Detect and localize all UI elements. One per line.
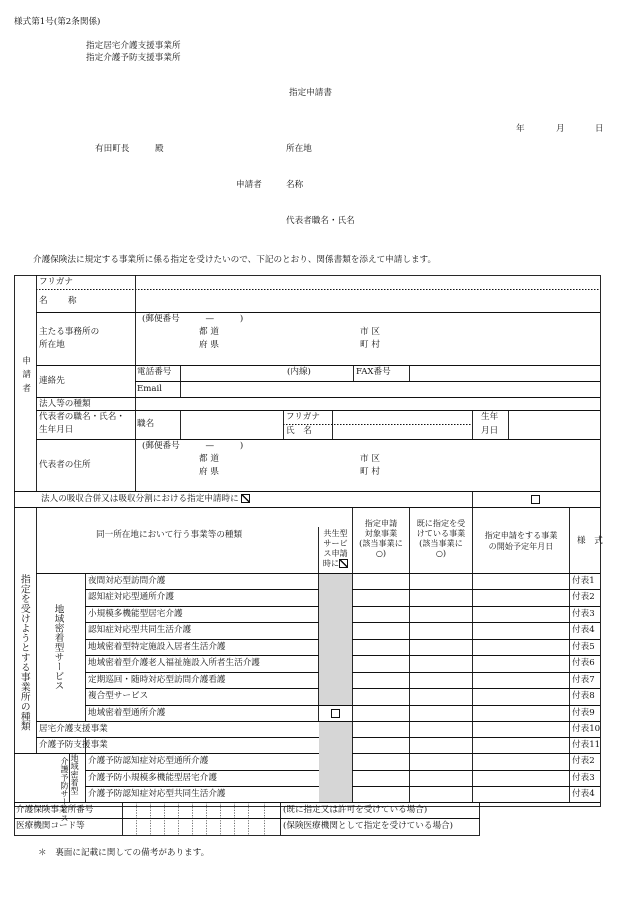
rep-address-label: 代表者の住所 xyxy=(39,460,91,470)
kyosei-shaded-column xyxy=(319,574,352,705)
office-choson: 町 村 xyxy=(360,340,380,350)
location-label: 所在地 xyxy=(286,144,312,154)
office-fuken: 府 県 xyxy=(199,340,219,350)
shokumei-label: 職名 xyxy=(137,419,155,429)
header-start-date xyxy=(472,530,570,551)
applicant-label: 申請者 xyxy=(236,180,262,190)
fax-label: FAX番号 xyxy=(356,367,391,377)
merger-right-checkbox[interactable] xyxy=(531,495,540,504)
header-kyosei-line1: 共生型 xyxy=(323,528,348,538)
addressee-line2: 指定介護予防支援事業所 xyxy=(86,53,181,63)
kyotaku-row-name: 居宅介護支援事業 xyxy=(39,724,108,734)
furigana-label: フリガナ xyxy=(39,277,73,287)
remark-text: ＊ 裏面に記載に関しての備考があります。 xyxy=(38,848,210,858)
service-row-form: 付表7 xyxy=(572,675,595,685)
service-row-form: 付表3 xyxy=(572,609,595,619)
service-row-name: 定期巡回・随時対応型訪問介護看護 xyxy=(88,675,226,685)
representative-label: 代表者職名・氏名 xyxy=(286,216,355,226)
header-existing-line3: (該当事業に xyxy=(419,537,463,548)
date-day: 日 xyxy=(595,124,604,134)
merger-label xyxy=(41,494,250,505)
header-kyosei xyxy=(318,529,353,568)
header-target-line3: (該当事業に xyxy=(359,537,403,548)
header-existing xyxy=(409,519,473,558)
service-row-form: 付表6 xyxy=(572,658,595,668)
header-service-type: 同一所在地において行う事業等の種類 xyxy=(96,530,243,540)
office-postal: (郵便番号 — ) xyxy=(142,314,244,324)
header-kyosei-line3: ス申請 xyxy=(323,547,348,558)
rep-choson: 町 村 xyxy=(360,467,380,477)
prevention-row-name: 介護予防認知症対応型共同生活介護 xyxy=(88,789,226,799)
rep-shiku: 市 区 xyxy=(360,454,380,464)
kyosei-header-checkbox[interactable] xyxy=(339,559,348,568)
birth-label-a: 生年 xyxy=(481,412,499,422)
rep-label-2: 生年月日 xyxy=(39,425,74,435)
kyosei-checkbox-tsusho[interactable] xyxy=(331,709,340,718)
service-row-form: 付表5 xyxy=(572,642,595,652)
header-kyosei-line4-text: 時に xyxy=(322,557,340,568)
rep-furigana-label: フリガナ xyxy=(286,412,320,422)
prevention-row-form: 付表3 xyxy=(572,773,595,783)
yobo-row-form: 付表11 xyxy=(572,740,601,750)
header-target-line2: 対象事業 xyxy=(364,527,398,538)
prevention-community-label: 地域密着型 xyxy=(70,754,81,795)
kyotaku-row-form: 付表10 xyxy=(572,724,601,734)
mayor-label: 有田町長 xyxy=(95,144,130,154)
form-number: 様式第1号(第2条関係) xyxy=(14,17,101,27)
service-row-form: 付表4 xyxy=(572,625,595,635)
intro-text: 介護保険法に規定する事業所に係る指定を受けたいので、下記のとおり、関係書類を添えて申請します。 xyxy=(33,255,437,265)
rep-postal: (郵便番号 — ) xyxy=(142,441,244,451)
service-row-form: 付表9 xyxy=(572,708,595,718)
medical-code-label: 医療機関コード等 xyxy=(16,821,85,831)
header-existing-line4: ○) xyxy=(435,547,447,558)
service-row-form: 付表2 xyxy=(572,592,595,602)
name-label-a: 名 xyxy=(39,296,48,306)
header-kyosei-line4 xyxy=(318,559,353,569)
applicant-side-label: 申請者 xyxy=(20,356,31,397)
dono-label: 殿 xyxy=(155,144,164,154)
service-row-name: 地域密着型通所介護 xyxy=(88,708,166,718)
service-row-name: 認知症対応型通所介護 xyxy=(88,592,174,602)
service-row-form: 付表8 xyxy=(572,691,595,701)
header-form: 様 式 xyxy=(577,536,603,546)
office-address-label-2: 所在地 xyxy=(39,340,65,350)
community-group-label: 地域密着型サービス xyxy=(52,604,64,691)
name-label: 名称 xyxy=(286,180,304,190)
date-year: 年 xyxy=(516,124,525,134)
office-shiku: 市 区 xyxy=(360,327,380,337)
services-side-label: 指定を受けようとする事業所の種類 xyxy=(18,574,30,731)
naisen-label: (内線) xyxy=(287,367,311,377)
medical-code-note: (保険医療機関として指定を受けている場合) xyxy=(283,821,453,831)
phone-label: 電話番号 xyxy=(137,367,172,377)
merger-checkbox[interactable] xyxy=(241,494,250,503)
document-title: 指定申請書 xyxy=(289,88,332,98)
header-existing-line1: 既に指定を受 xyxy=(416,518,466,528)
header-existing-line2: けている事業 xyxy=(416,527,466,538)
name-label-b: 称 xyxy=(68,296,77,306)
addressee-line1: 指定居宅介護支援事業所 xyxy=(86,41,181,51)
contact-label: 連絡先 xyxy=(39,376,65,386)
service-row-name: 地域密着型介護老人福祉施設入所者生活介護 xyxy=(88,658,260,668)
service-row-name: 複合型サービス xyxy=(88,691,149,701)
office-address-label-1: 主たる事務所の xyxy=(39,327,100,337)
rep-fuken: 府 県 xyxy=(199,467,219,477)
service-row-name: 認知症対応型共同生活介護 xyxy=(88,625,192,635)
email-label: Email xyxy=(137,384,163,394)
prevention-row-name: 介護予防認知症対応型通所介護 xyxy=(88,756,209,766)
prevention-row-form: 付表2 xyxy=(572,756,595,766)
rep-label-1: 代表者の職名・氏名・ xyxy=(39,412,125,422)
date-month: 月 xyxy=(556,124,565,134)
header-target-line1: 指定申請 xyxy=(364,518,398,528)
kyosei-shaded-lower xyxy=(319,722,352,802)
prevention-row-name: 介護予防小規模多機能型居宅介護 xyxy=(88,773,217,783)
prevention-row-form: 付表4 xyxy=(572,789,595,799)
header-start-line2: の開始予定年月日 xyxy=(488,540,554,551)
header-target xyxy=(352,519,410,558)
header-start-line1: 指定申請をする事業 xyxy=(484,530,558,540)
rep-todo: 都 道 xyxy=(199,454,219,464)
insurance-number-note: (既に指定又は許可を受けている場合) xyxy=(283,805,428,815)
insurance-number-label: 介護保険事業所番号 xyxy=(16,805,94,815)
service-row-name: 小規模多機能型居宅介護 xyxy=(88,609,183,619)
office-todo: 都 道 xyxy=(199,327,219,337)
rep-shimei-label: 氏 名 xyxy=(286,426,312,436)
header-kyosei-line2: サービ xyxy=(323,537,348,548)
header-target-line4: ○) xyxy=(375,547,387,558)
service-row-name: 夜間対応型訪問介護 xyxy=(88,576,166,586)
prevention-service-label: 介護予防サービス xyxy=(60,757,70,822)
corp-type-label: 法人等の種類 xyxy=(39,399,91,409)
yobo-row-name: 介護予防支援事業 xyxy=(39,740,108,750)
birth-label-b: 月日 xyxy=(481,426,499,436)
service-row-form: 付表1 xyxy=(572,576,595,586)
service-row-name: 地域密着型特定施設入居者生活介護 xyxy=(88,642,226,652)
merger-text: 法人の吸収合併又は吸収分割における指定申請時に xyxy=(41,494,239,504)
